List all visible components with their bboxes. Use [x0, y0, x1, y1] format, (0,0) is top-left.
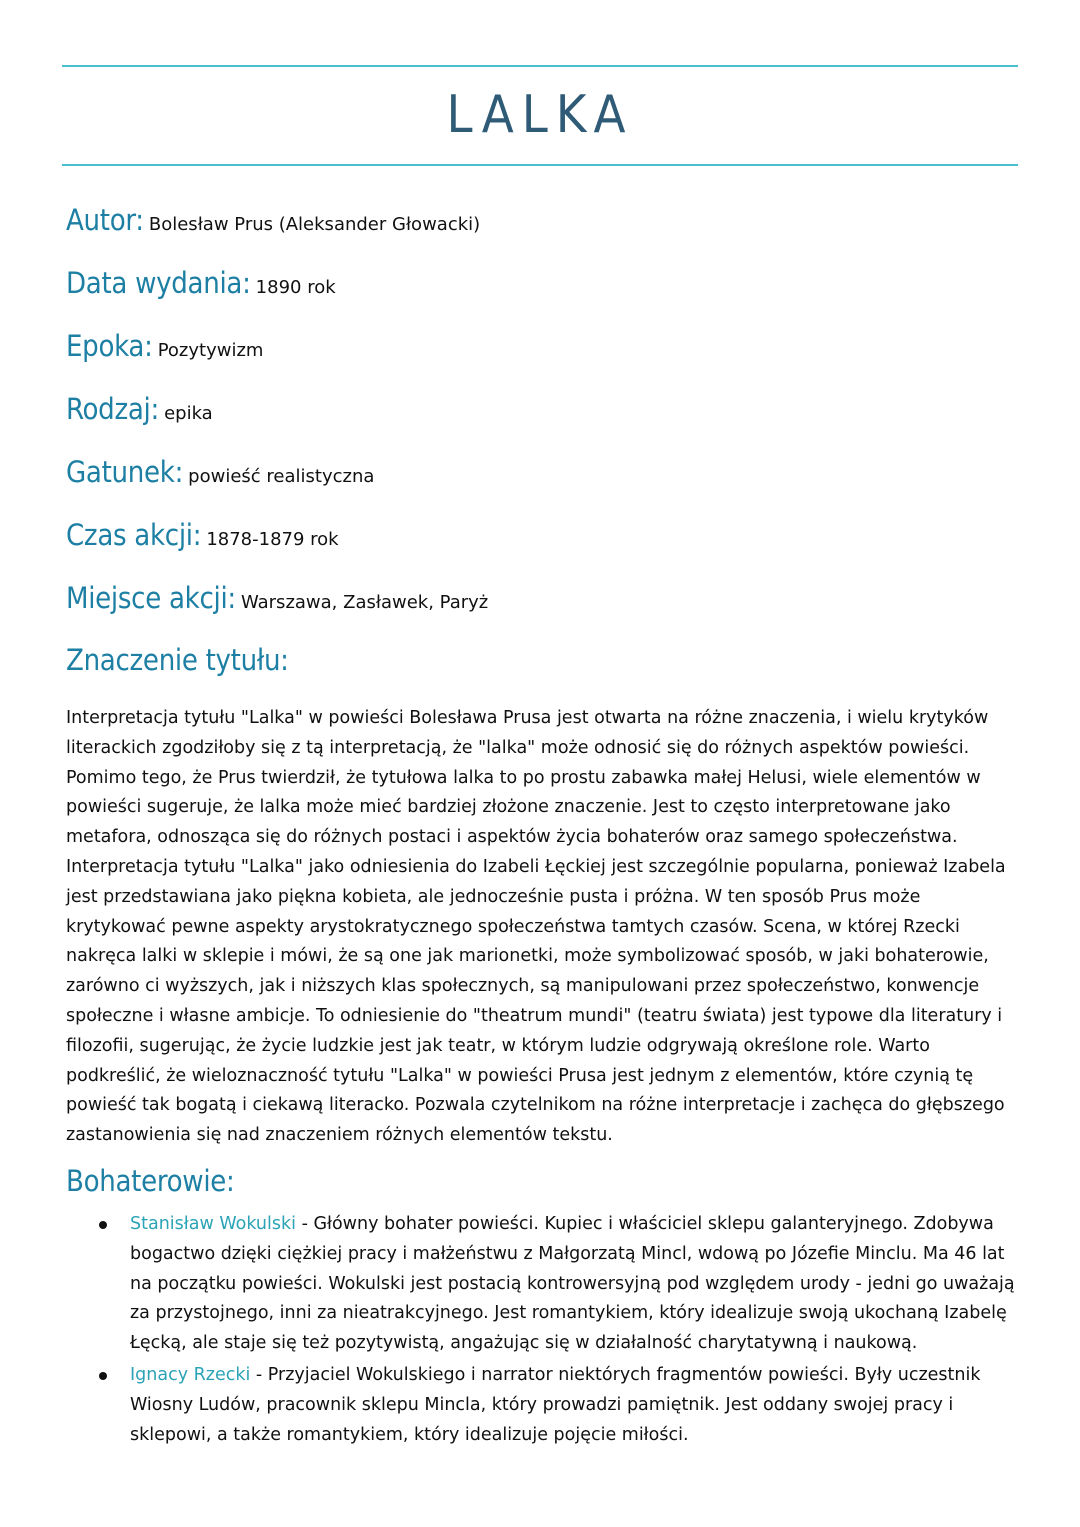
- field-value: 1878-1879 rok: [206, 529, 339, 550]
- title-meaning-heading: Znaczenie tytułu:: [66, 643, 289, 677]
- field-genre: [66, 455, 374, 489]
- field-place-of-action: [66, 581, 488, 615]
- bullet-icon: [99, 1372, 107, 1380]
- field-time-of-action: [66, 518, 339, 552]
- field-author: [66, 203, 480, 237]
- heroes-list: [66, 1210, 1018, 1452]
- field-label: Autor:: [66, 203, 144, 237]
- hero-name: Ignacy Rzecki: [130, 1364, 251, 1385]
- field-value: epika: [164, 403, 213, 424]
- list-item: [66, 1210, 1018, 1359]
- hero-description: - Przyjaciel Wokulskiego i narrator niektórych fragmentów powieści. Były uczestnik Wiosny Ludów, pracownik sklepu Mincla, który prowadzi pamiętnik. Jest oddany swojej pracy i sklepowi, a także romantykiem, który idealizuje pojęcie miłości.: [130, 1364, 981, 1445]
- heroes-heading: Bohaterowie:: [66, 1164, 235, 1198]
- field-value: 1890 rok: [255, 277, 336, 298]
- field-kind: [66, 392, 213, 426]
- bullet-icon: [99, 1221, 107, 1229]
- bottom-divider: [62, 164, 1018, 166]
- title-meaning-paragraph: Interpretacja tytułu "Lalka" w powieści Bolesława Prusa jest otwarta na różne znaczenia, i wielu krytyków literackich zgodziłoby się z tą interpretacją, że "lalka" może odnosić się do różnych aspektów powieści. Pomimo tego, że Prus twierdził, że tytułowa lalka to po prostu zabawka małej Helusi, wiele elementów w powieści sugeruje, że lalka może mieć bardziej złożone znaczenie. Jest to często interpretowane jako metafora, odnosząca się do różnych postaci i aspektów życia bohaterów oraz samego społeczeństwa. Interpretacja tytułu "Lalka" jako odniesienia do Izabeli Łęckiej jest szczególnie popularna, ponieważ Izabela jest przedstawiana jako piękna kobieta, ale jednocześnie pusta i próżna. W ten sposób Prus może krytykować pewne aspekty arystokratycznego społeczeństwa tamtych czasów. Scena, w której Rzecki nakręca lalki w sklepie i mówi, że są one jak marionetki, może symbolizować sposób, w jaki bohaterowie, zarówno ci wyższych, jak i niższych klas społecznych, są manipulowani przez społeczeństwo, konwencje społeczne i własne ambicje. To odniesienie do "theatrum mundi" (teatru świata) jest typowe dla literatury i filozofii, sugerując, że życie ludzkie jest jak teatr, w którym ludzie odgrywają określone role. Warto podkreślić, że wieloznaczność tytułu "Lalka" w powieści Prusa jest jednym z elementów, które czynią tę powieść tak bogatą i ciekawą literacko. Pozwala czytelnikom na różne interpretacje i zachęca do głębszego zastanowienia się nad znaczeniem różnych elementów tekstu.: [66, 708, 1006, 1146]
- field-value: Warszawa, Zasławek, Paryż: [240, 592, 489, 613]
- top-divider: [62, 65, 1018, 67]
- field-label: Miejsce akcji:: [66, 581, 236, 615]
- field-label: Data wydania:: [66, 266, 251, 300]
- field-label: Epoka:: [66, 329, 153, 363]
- field-value: Pozytywizm: [157, 340, 264, 361]
- page-title: LALKA: [446, 85, 634, 145]
- field-value: powieść realistyczna: [188, 466, 375, 487]
- field-value: Bolesław Prus (Aleksander Głowacki): [148, 214, 481, 235]
- field-label: Czas akcji:: [66, 518, 202, 552]
- hero-description: - Główny bohater powieści. Kupiec i właściciel sklepu galanteryjnego. Zdobywa bogactwo dzięki ciężkiej pracy i małżeństwu z Małgorzatą Mincl, wdową po Józefie Minclu. Ma 46 lat na początku powieści. Wokulski jest postacią kontrowersyjną pod względem urody - jedni go uważają za przystojnego, inni za nieatrakcyjnego. Jest romantykiem, który idealizuje swoją ukochaną Izabelę Łęcką, ale staje się też pozytywistą, angażując się w działalność charytatywną i naukową.: [130, 1214, 1015, 1354]
- hero-name: Stanisław Wokulski: [130, 1214, 296, 1234]
- list-item: [66, 1361, 1018, 1450]
- field-publication-date: [66, 266, 336, 300]
- field-label: Rodzaj:: [66, 392, 159, 426]
- field-epoch: [66, 329, 263, 363]
- field-label: Gatunek:: [66, 455, 184, 489]
